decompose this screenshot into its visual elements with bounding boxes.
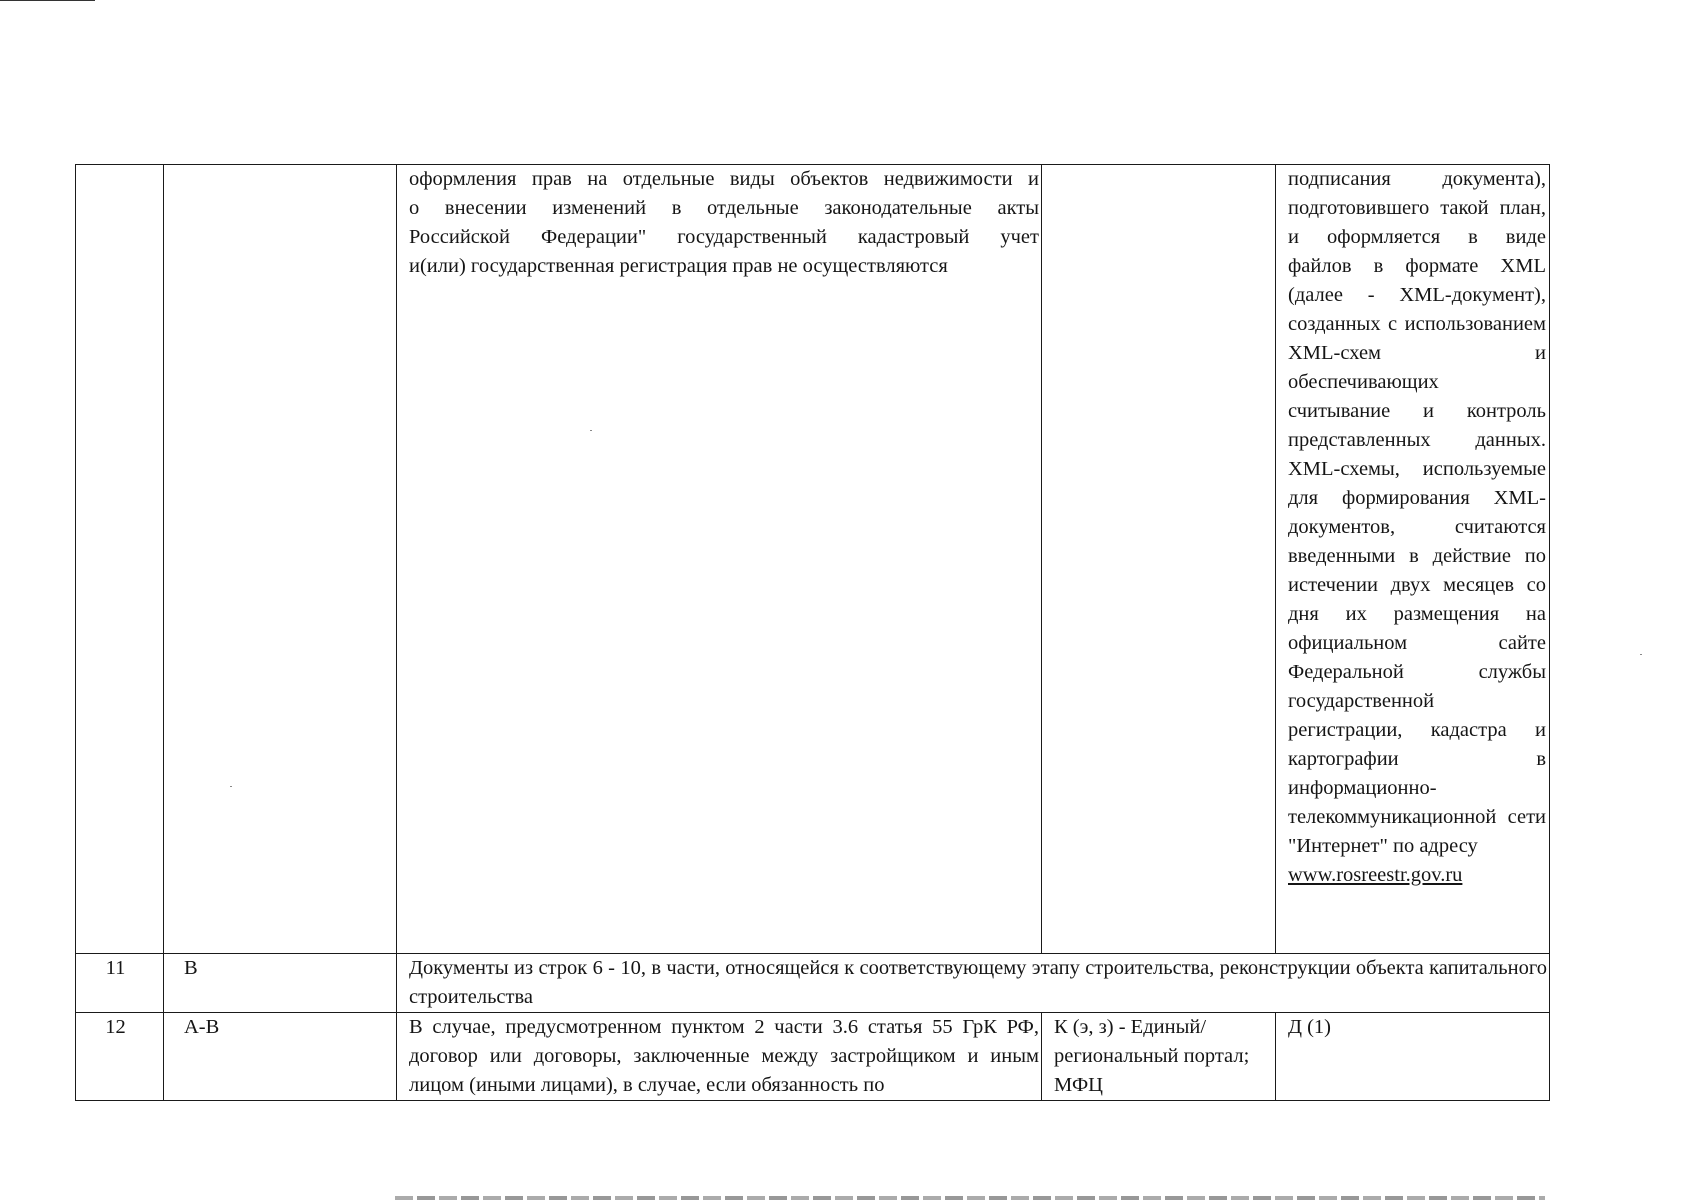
description-cell [397,165,1042,954]
description-line: Российской Федерации" государственный кадастровый учет [409,226,1039,248]
row-number-cell: 11 [76,954,164,1013]
table-row [76,1013,1550,1101]
scan-speck [230,786,232,787]
table-row [76,165,1550,954]
stage-cell [164,165,397,954]
stage-cell: А-В [164,1013,397,1101]
row-number-cell [76,165,164,954]
method-cell [1042,165,1276,954]
result-cell [1276,165,1550,954]
result-cell: Д (1) [1276,1013,1550,1101]
description-line: и(или) государственная регистрация прав не осуществляются [409,255,948,277]
method-cell: К (э, з) - Единый/региональный портал; МФЦ [1042,1013,1276,1101]
description-line: оформления прав на отдельные виды объектов недвижимости и [409,168,1039,190]
row-number-cell: 12 [76,1013,164,1101]
scan-speck [590,430,592,431]
scan-speck [1640,654,1642,655]
description-cell: В случае, предусмотренном пунктом 2 части 3.6 статья 55 ГрК РФ, договор или договоры, заключенные между застройщиком и иным лицом (иными лицами), в случае, если обязанность по [397,1013,1042,1101]
description-line: о внесении изменений в отдельные законодательные акты [409,197,1039,219]
stage-cell: В [164,954,397,1013]
scan-bottom-bleed [395,1196,1545,1200]
scan-edge-mark [0,0,95,1]
description-cell: Документы из строк 6 - 10, в части, относящейся к соответствующему этапу строительства, реконструкции объекта капитального строительства [397,954,1550,1013]
table-row [76,954,1550,1013]
requirements-table [75,164,1550,1101]
result-text: подписания документа), подготовившего такой план, и оформляется в виде файлов в формате XML (далее - XML-документ), созданных с использованием XML-схем и обеспечивающих считывание и контроль представленных данных. XML-схемы, используемые для формирования XML-документов, считаются введенными в действие по истечении двух месяцев со дня их размещения на официальном сайте Федеральной службы государственной регистрации, кадастра и картографии в информационно-телекоммуникационной сети "Интернет" по адресу [1288,168,1546,857]
rosreestr-link[interactable]: www.rosreestr.gov.ru [1288,864,1463,886]
